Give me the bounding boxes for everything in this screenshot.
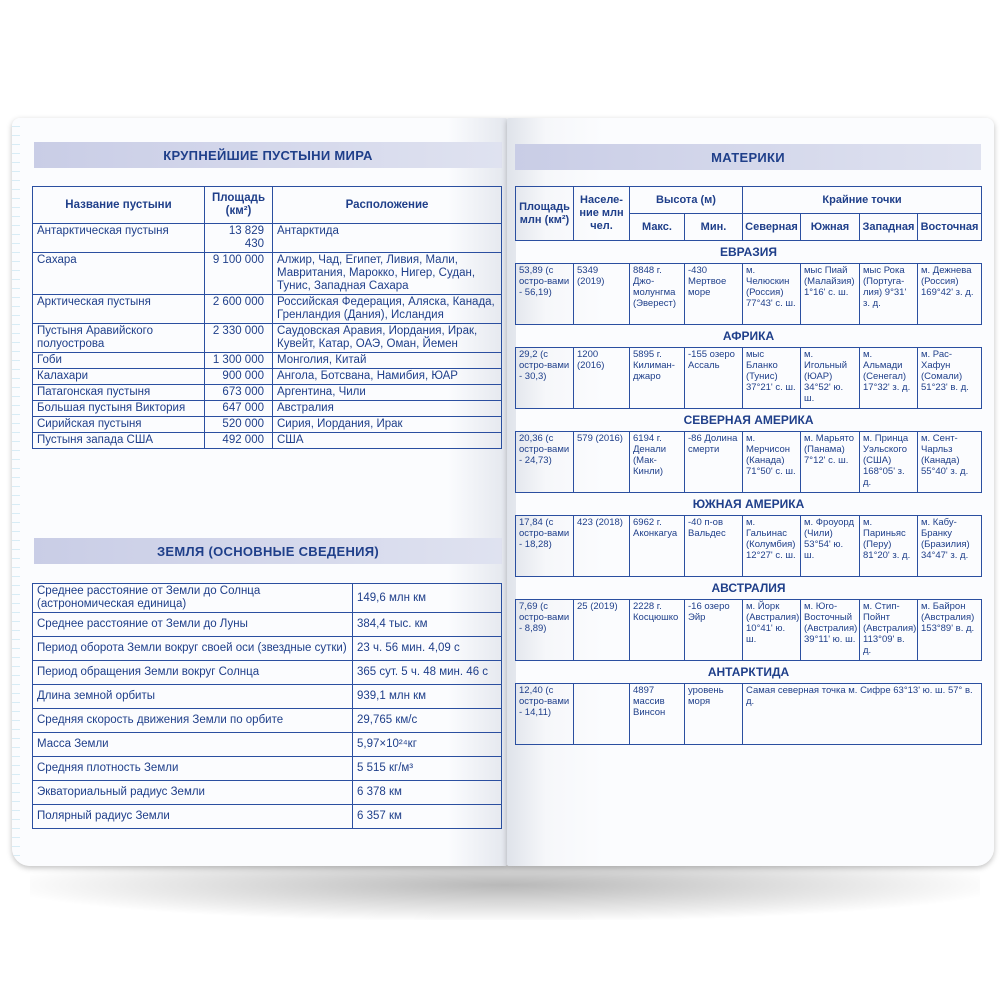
continent-east: м. Кабу-Бранку (Бразилия) 34°47' з. д.	[918, 516, 982, 577]
deserts-table	[32, 186, 502, 449]
continent-north: м. Йорк (Австралия) 10°41' ю. ш.	[743, 600, 801, 661]
continent-south: м. Фроуорд (Чили) 53°54' ю. ш.	[801, 516, 860, 577]
desert-location: Российская Федерация, Аляска, Канада, Гренландия (Дания), Исландия	[273, 295, 502, 324]
desert-location: Аргентина, Чили	[273, 385, 502, 401]
continent-max-height: 6194 г. Денали (Мак-Кинли)	[630, 432, 685, 493]
continent-data-row	[516, 264, 982, 325]
continent-area: 17,84 (с остро-вами - 18,28)	[516, 516, 574, 577]
desert-row	[33, 324, 502, 353]
earth-label: Среднее расстояние от Земли до Солнца (астрономическая единица)	[33, 584, 353, 613]
desert-area: 900 000	[205, 369, 273, 385]
continent-area: 29,2 (с остро-вами - 30,3)	[516, 348, 574, 409]
earth-value: 23 ч. 56 мин. 4,09 с	[353, 637, 502, 661]
continents-header-row-1	[516, 187, 982, 214]
region-name: АФРИКА	[516, 325, 982, 348]
continent-population: 423 (2018)	[574, 516, 630, 577]
desert-location: Алжир, Чад, Египет, Ливия, Мали, Мавритания, Марокко, Нигер, Судан, Тунис, Западная Сахара	[273, 253, 502, 295]
left-page	[12, 118, 507, 866]
continent-west: м. Альмади (Сенегал) 17°32' з. д.	[860, 348, 918, 409]
continent-population: 1200 (2016)	[574, 348, 630, 409]
continent-north: м. Челюскин (Россия) 77°43' с. ш.	[743, 264, 801, 325]
earth-value: 939,1 млн км	[353, 685, 502, 709]
continents-title: МАТЕРИКИ	[515, 144, 981, 170]
continent-south: м. Игольный (ЮАР) 34°52' ю. ш.	[801, 348, 860, 409]
header-west: Западная	[860, 214, 918, 241]
continent-west: м. Париньяс (Перу) 81°20' з. д.	[860, 516, 918, 577]
header-east: Восточная	[918, 214, 982, 241]
continent-west: м. Принца Уэльского (США) 168°05' з. д.	[860, 432, 918, 493]
desert-name: Сирийская пустыня	[33, 417, 205, 433]
desert-area: 2 330 000	[205, 324, 273, 353]
region-name: СЕВЕРНАЯ АМЕРИКА	[516, 409, 982, 432]
continent-min-height: -86 Долина смерти	[685, 432, 743, 493]
continent-south: м. Марьято (Панама) 7°12' с. ш.	[801, 432, 860, 493]
region-row	[516, 493, 982, 516]
desert-location: США	[273, 433, 502, 449]
region-name: ЮЖНАЯ АМЕРИКА	[516, 493, 982, 516]
continent-south: мыс Пиай (Малайзия) 1°16' с. ш.	[801, 264, 860, 325]
earth-row	[33, 637, 502, 661]
desert-area: 2 600 000	[205, 295, 273, 324]
right-page	[507, 118, 994, 866]
desert-row	[33, 224, 502, 253]
header-extreme: Крайние точки	[743, 187, 982, 214]
header-min: Мин.	[685, 214, 743, 241]
continent-area: 12,40 (с остро-вами - 14,11)	[516, 684, 574, 745]
continent-min-height: -430 Мертвое море	[685, 264, 743, 325]
header-population: Населе-ние млн чел.	[574, 187, 630, 241]
desert-row	[33, 401, 502, 417]
desert-area: 1 300 000	[205, 353, 273, 369]
desert-area: 647 000	[205, 401, 273, 417]
earth-value: 149,6 млн км	[353, 584, 502, 613]
earth-label: Длина земной орбиты	[33, 685, 353, 709]
continent-data-row	[516, 600, 982, 661]
region-row	[516, 661, 982, 684]
earth-label: Полярный радиус Земли	[33, 805, 353, 829]
region-row	[516, 409, 982, 432]
header-location: Расположение	[273, 187, 502, 224]
continent-area: 20,36 (с остро-вами - 24,73)	[516, 432, 574, 493]
continent-east: м. Рас-Хафун (Сомали) 51°23' в. д.	[918, 348, 982, 409]
continent-data-row	[516, 516, 982, 577]
continent-west: м. Стип-Пойнт (Австралия) 113°09' в. д.	[860, 600, 918, 661]
continent-south: м. Юго-Восточный (Австралия) 39°11' ю. ш.	[801, 600, 860, 661]
earth-row	[33, 685, 502, 709]
continents-table	[515, 186, 982, 745]
continent-min-height: уровень моря	[685, 684, 743, 745]
header-area: Площадь (км²)	[205, 187, 273, 224]
earth-label: Средняя скорость движения Земли по орбите	[33, 709, 353, 733]
continent-area: 53,89 (с остро-вами - 56,19)	[516, 264, 574, 325]
region-row	[516, 325, 982, 348]
desert-name: Большая пустыня Виктория	[33, 401, 205, 417]
desert-location: Сирия, Иордания, Ирак	[273, 417, 502, 433]
deserts-header-row	[33, 187, 502, 224]
header-south: Южная	[801, 214, 860, 241]
desert-name: Пустыня запада США	[33, 433, 205, 449]
earth-label: Период обращения Земли вокруг Солнца	[33, 661, 353, 685]
desert-name: Арктическая пустыня	[33, 295, 205, 324]
continent-max-height: 2228 г. Косцюшко	[630, 600, 685, 661]
desert-location: Монголия, Китай	[273, 353, 502, 369]
header-area: Площадь млн (км²)	[516, 187, 574, 241]
continent-population: 25 (2019)	[574, 600, 630, 661]
desert-name: Патагонская пустыня	[33, 385, 205, 401]
earth-label: Среднее расстояние от Земли до Луны	[33, 613, 353, 637]
earth-row	[33, 757, 502, 781]
earth-label: Средняя плотность Земли	[33, 757, 353, 781]
continent-population	[574, 684, 630, 745]
earth-value: 365 сут. 5 ч. 48 мин. 46 с	[353, 661, 502, 685]
desert-area: 673 000	[205, 385, 273, 401]
earth-row	[33, 733, 502, 757]
continent-population: 5349 (2019)	[574, 264, 630, 325]
earth-value: 5 515 кг/м³	[353, 757, 502, 781]
earth-value: 29,765 км/с	[353, 709, 502, 733]
page-edge-lines	[12, 118, 20, 866]
earth-row	[33, 613, 502, 637]
continent-data-row	[516, 432, 982, 493]
desert-location: Саудовская Аравия, Иордания, Ирак, Кувейт, Катар, ОАЭ, Оман, Йемен	[273, 324, 502, 353]
desert-area: 13 829 430	[205, 224, 273, 253]
earth-row	[33, 584, 502, 613]
continent-data-row	[516, 684, 982, 745]
continent-max-height: 4897 массив Винсон	[630, 684, 685, 745]
earth-table	[32, 583, 502, 829]
continent-population: 579 (2016)	[574, 432, 630, 493]
continent-east: м. Дежнева (Россия) 169°42' з. д.	[918, 264, 982, 325]
desert-row	[33, 369, 502, 385]
desert-location: Антарктида	[273, 224, 502, 253]
header-max: Макс.	[630, 214, 685, 241]
earth-value: 384,4 тыс. км	[353, 613, 502, 637]
desert-row	[33, 253, 502, 295]
deserts-title: КРУПНЕЙШИЕ ПУСТЫНИ МИРА	[34, 142, 502, 168]
desert-location: Австралия	[273, 401, 502, 417]
earth-row	[33, 709, 502, 733]
header-north: Северная	[743, 214, 801, 241]
desert-name: Пустыня Аравийского полуострова	[33, 324, 205, 353]
continent-north: мыс Бланко (Тунис) 37°21' с. ш.	[743, 348, 801, 409]
desert-name: Антарктическая пустыня	[33, 224, 205, 253]
earth-value: 6 378 км	[353, 781, 502, 805]
desert-row	[33, 295, 502, 324]
desert-name: Калахари	[33, 369, 205, 385]
desert-row	[33, 353, 502, 369]
earth-value: 6 357 км	[353, 805, 502, 829]
desert-area: 492 000	[205, 433, 273, 449]
earth-label: Масса Земли	[33, 733, 353, 757]
header-height: Высота (м)	[630, 187, 743, 214]
continent-extreme-combined: Самая северная точка м. Сифре 63°13' ю. ш. 57° в. д.	[743, 684, 982, 745]
desert-row	[33, 417, 502, 433]
desert-name: Гоби	[33, 353, 205, 369]
desert-location: Ангола, Ботсвана, Намибия, ЮАР	[273, 369, 502, 385]
continent-north: м. Гальинас (Колумбия) 12°27' с. ш.	[743, 516, 801, 577]
region-row	[516, 241, 982, 264]
earth-value: 5,97×10²⁴кг	[353, 733, 502, 757]
continent-min-height: -40 п-ов Вальдес	[685, 516, 743, 577]
continent-east: м. Байрон (Австралия) 153°89' в. д.	[918, 600, 982, 661]
earth-row	[33, 661, 502, 685]
region-name: АВСТРАЛИЯ	[516, 577, 982, 600]
continent-min-height: -16 озеро Эйр	[685, 600, 743, 661]
continent-max-height: 6962 г. Аконкагуа	[630, 516, 685, 577]
desert-row	[33, 433, 502, 449]
earth-row	[33, 805, 502, 829]
continent-data-row	[516, 348, 982, 409]
earth-row	[33, 781, 502, 805]
continent-east: м. Сент-Чарльз (Канада) 55°40' з. д.	[918, 432, 982, 493]
desert-name: Сахара	[33, 253, 205, 295]
continent-max-height: 8848 г. Джо-молунгма (Эверест)	[630, 264, 685, 325]
earth-label: Период оборота Земли вокруг своей оси (звездные сутки)	[33, 637, 353, 661]
continent-area: 7,69 (с остро-вами - 8,89)	[516, 600, 574, 661]
continent-west: мыс Рока (Португа-лия) 9°31' з. д.	[860, 264, 918, 325]
desert-area: 520 000	[205, 417, 273, 433]
earth-label: Экваториальный радиус Земли	[33, 781, 353, 805]
region-name: ЕВРАЗИЯ	[516, 241, 982, 264]
desert-area: 9 100 000	[205, 253, 273, 295]
header-name: Название пустыни	[33, 187, 205, 224]
earth-title: ЗЕМЛЯ (ОСНОВНЫЕ СВЕДЕНИЯ)	[34, 538, 502, 564]
continent-max-height: 5895 г. Килиман-джаро	[630, 348, 685, 409]
region-name: АНТАРКТИДА	[516, 661, 982, 684]
region-row	[516, 577, 982, 600]
continent-min-height: -155 озеро Ассаль	[685, 348, 743, 409]
continent-north: м. Мерчисон (Канада) 71°50' с. ш.	[743, 432, 801, 493]
desert-row	[33, 385, 502, 401]
